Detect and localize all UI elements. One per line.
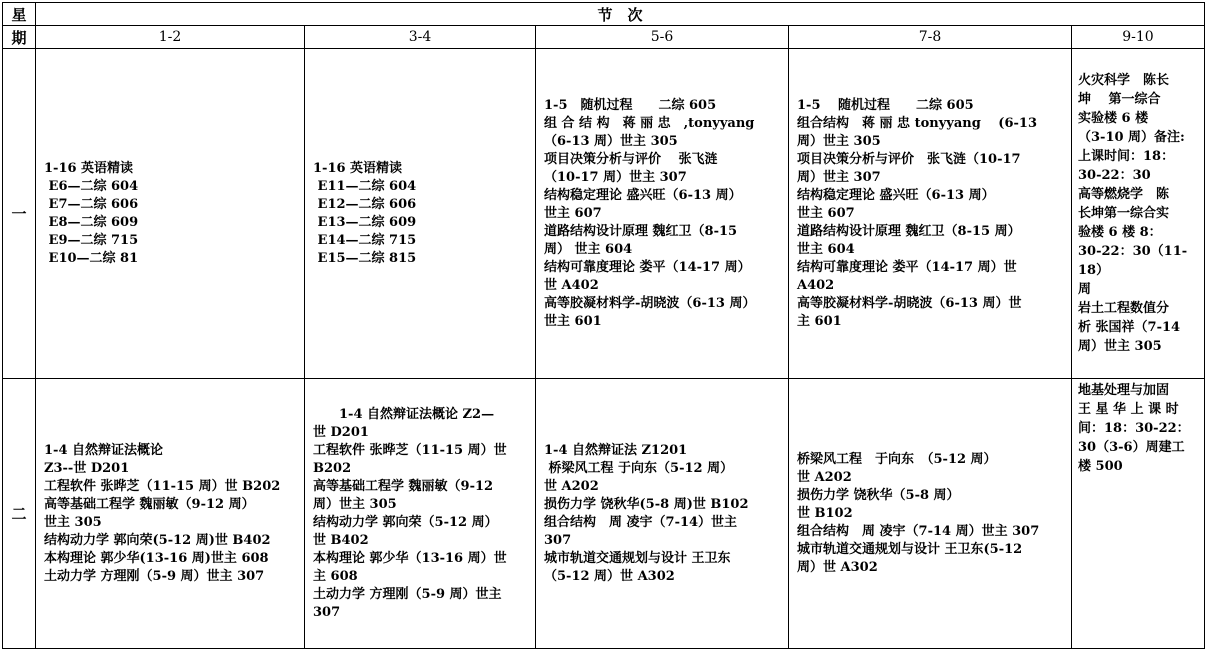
course-cell (536, 49, 789, 379)
course-line: （5-12 周）世 A302 (544, 568, 675, 584)
course-line: 岩土工程数值分 (1078, 301, 1170, 316)
course-line: 世 B102 (797, 505, 853, 521)
schedule-row-tuesday (3, 379, 1205, 649)
course-line: 本构理论 郭少华（13-16 周）世 (313, 550, 507, 566)
course-line: 结构可靠度理论 娄平（14-17 周） (544, 259, 751, 275)
course-line: 工程软件 张晔芝（11-15 周）世 B202 (44, 478, 281, 494)
course-line: 1-4 自然辩证法概论 (44, 442, 164, 458)
course-line: 组合结构 周 凌宇（7-14）世主 (544, 514, 738, 530)
course-line: 主 601 (797, 313, 842, 329)
course-line: 周）世主 305 (313, 496, 397, 512)
course-line: 损伤力学 饶秋华(5-8 周)世 B102 (544, 496, 749, 512)
course-line: E6—二综 604 (44, 178, 139, 194)
course-line: 长坤第一综合实 (1078, 206, 1170, 221)
course-line: 损伤力学 饶秋华（5-8 周） (797, 487, 960, 503)
course-line: 1-5 随机过程 二综 605 (544, 97, 717, 113)
course-line: 地基处理与加固 (1078, 383, 1170, 398)
weekday-header-bottom: 期 (3, 26, 36, 49)
course-line: 道路结构设计原理 魏红卫（8-15 周） (797, 223, 1021, 239)
course-line: 高等胶凝材料学-胡晓波（6-13 周） (544, 295, 756, 311)
course-line: E15—二综 815 (313, 250, 417, 266)
course-line: 世 B402 (313, 532, 369, 548)
course-line: 工程软件 张晔芝（11-15 周）世 (313, 442, 507, 458)
period-header-7-8: 7-8 (789, 26, 1072, 49)
course-line: 周）世 A302 (797, 559, 878, 575)
course-line: （6-13 周）世主 305 (544, 133, 678, 149)
course-line: 坤 第一综合 (1078, 92, 1161, 107)
course-line: 周 (1078, 282, 1092, 297)
course-cell (36, 379, 305, 649)
course-line: 1-16 英语精读 (313, 160, 403, 176)
period-title: 节 次 (36, 3, 1205, 26)
course-line: 世主 607 (544, 205, 602, 221)
course-line: 组 合 结 构 蒋 丽 忠 ,tonyyang (544, 115, 755, 131)
course-cell (305, 379, 536, 649)
course-line: 世 D201 (313, 424, 369, 440)
course-line: 307 (544, 532, 572, 548)
course-line: 世主 604 (797, 241, 855, 257)
course-line: 项目决策分析与评价 张飞涟 (544, 151, 718, 167)
period-header-1-2: 1-2 (36, 26, 305, 49)
course-line: 高等胶凝材料学-胡晓波（6-13 周）世 (797, 295, 1022, 311)
course-line: 结构稳定理论 盛兴旺（6-13 周） (544, 187, 742, 203)
course-line: 火灾科学 陈长 (1078, 73, 1170, 88)
course-line: 周）世主 305 (797, 133, 881, 149)
course-line: 析 张国祥（7-14 (1078, 320, 1181, 335)
course-line: 结构稳定理论 盛兴旺（6-13 周） (797, 187, 995, 203)
course-line: 结构动力学 郭向荣(5-12 周)世 B402 (44, 532, 271, 548)
course-line: 1-4 自然辩证法 Z1201 (544, 442, 688, 458)
period-header-3-4: 3-4 (305, 26, 536, 49)
course-line: 主 608 (313, 568, 358, 584)
course-line: （10-17 周）世主 307 (544, 169, 687, 185)
course-line: 1-16 英语精读 (44, 160, 134, 176)
course-line: E13—二综 609 (313, 214, 417, 230)
course-line: B202 (313, 460, 352, 476)
weekday-header-top: 星 (3, 3, 36, 26)
course-line: 周）世主 305 (1078, 339, 1162, 354)
course-line: 1-4 自然辩证法概论 Z2— (313, 406, 495, 422)
period-header-5-6: 5-6 (536, 26, 789, 49)
course-line: 城市轨道交通规划与设计 王卫东(5-12 (797, 541, 1023, 557)
course-line: E9—二综 715 (44, 232, 139, 248)
course-line: E7—二综 606 (44, 196, 139, 212)
course-line: 高等基础工程学 魏丽敏（9-12 (313, 478, 494, 494)
course-line: E14—二综 715 (313, 232, 417, 248)
course-cell (789, 49, 1072, 379)
course-line: 桥梁风工程 于向东（5-12 周） (544, 460, 734, 476)
course-cell (789, 379, 1072, 649)
course-line: 30-22：30（11-18） (1078, 244, 1188, 278)
course-line: 世 A402 (544, 277, 599, 293)
course-line: 高等基础工程学 魏丽敏（9-12 周） (44, 496, 255, 512)
course-line: 组合结构 蒋 丽 忠 tonyyang (6-13 (797, 115, 1037, 131)
course-cell (1072, 49, 1205, 379)
course-line: 世主 601 (544, 313, 602, 329)
course-line: E12—二综 606 (313, 196, 417, 212)
course-cell (305, 49, 536, 379)
course-cell (536, 379, 789, 649)
course-line: 30（3-6）周建工 (1078, 440, 1185, 455)
course-line: 项目决策分析与评价 张飞涟（10-17 (797, 151, 1021, 167)
course-cell (36, 49, 305, 379)
day-label: 二 (3, 379, 36, 649)
course-line: 周）世主 307 (797, 169, 881, 185)
course-line: 城市轨道交通规划与设计 王卫东 (544, 550, 731, 566)
course-line: 世 A202 (797, 469, 852, 485)
course-line: 土动力学 方理刚（5-9 周）世主 (313, 586, 502, 602)
course-line: 高等燃烧学 陈 (1078, 187, 1170, 202)
course-line: 30-22：30 (1078, 168, 1151, 183)
course-line: （3-10 周）备注: (1078, 130, 1185, 145)
course-line: 道路结构设计原理 魏红卫（8-15 (544, 223, 738, 239)
course-line: A402 (797, 277, 835, 293)
course-line: 周） 世主 604 (544, 241, 633, 257)
course-line: 世主 305 (44, 514, 102, 530)
course-cell (1072, 379, 1205, 649)
course-line: 结构动力学 郭向荣（5-12 周） (313, 514, 498, 530)
course-line: 上课时间：18： (1078, 149, 1175, 164)
course-line: 本构理论 郭少华(13-16 周)世主 608 (44, 550, 269, 566)
course-line: E10—二综 81 (44, 250, 139, 266)
course-line: 1-5 随机过程 二综 605 (797, 97, 974, 113)
course-line: 验楼 6 楼 8： (1078, 225, 1162, 240)
course-line: 世主 607 (797, 205, 855, 221)
course-line: E11—二综 604 (313, 178, 417, 194)
course-line: 楼 500 (1078, 459, 1123, 474)
period-header-9-10: 9-10 (1072, 26, 1205, 49)
course-line: 结构可靠度理论 娄平（14-17 周）世 (797, 259, 1017, 275)
course-schedule-table (2, 2, 1205, 649)
course-line: 307 (313, 604, 341, 620)
course-line: Z3--世 D201 (44, 460, 130, 476)
course-line: 组合结构 周 凌宇（7-14 周）世主 307 (797, 523, 1040, 539)
course-line: 实验楼 6 楼 (1078, 111, 1149, 126)
course-line: 桥梁风工程 于向东 （5-12 周） (797, 451, 997, 467)
course-line: 王 星 华 上 课 时 (1078, 402, 1179, 417)
course-line: 世 A202 (544, 478, 599, 494)
course-line: E8—二综 609 (44, 214, 139, 230)
schedule-row-monday (3, 49, 1205, 379)
course-line: 土动力学 方理刚（5-9 周）世主 307 (44, 568, 265, 584)
day-label: 一 (3, 49, 36, 379)
course-line: 间：18：30-22： (1078, 421, 1190, 436)
